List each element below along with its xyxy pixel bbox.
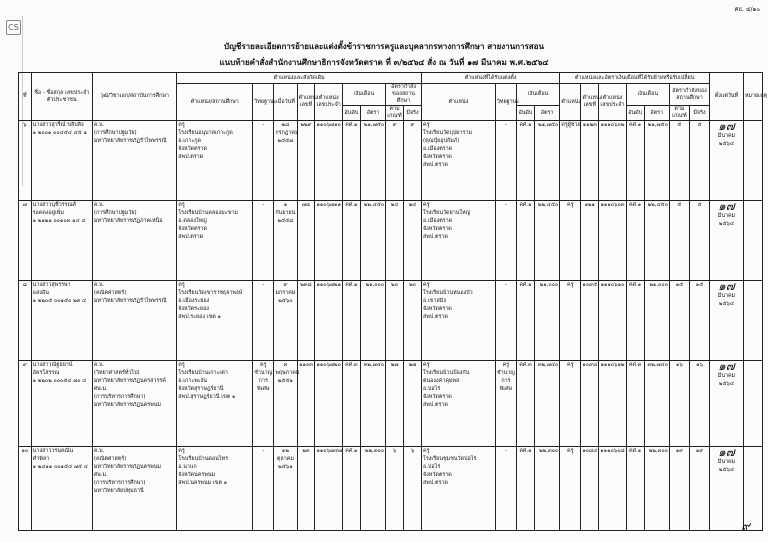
s-crit: ๕ [669, 201, 689, 281]
degree-line: (การศึกษาปฐมวัย) [93, 210, 137, 216]
new-rate: ๒๑,๗๕๐ [534, 121, 559, 201]
old-rate: ๒๒,๔๕๐ [360, 201, 385, 281]
new-position-line: สพป.ตราด [423, 402, 448, 408]
s-rank: คศ.๑ [626, 281, 644, 361]
table-row [19, 447, 763, 531]
header-s-rank: อันดับ [626, 106, 644, 121]
old-pos-no: ๒๒๙ [297, 121, 315, 201]
effective-day-signature: ๑๗ [718, 279, 735, 293]
s-act: ๑๙ [689, 447, 709, 531]
old-crit: ๒๐ [386, 281, 404, 361]
new-position-line: ครู [423, 282, 430, 288]
s-pos-id: ๑๑๑๐๖๐๒ [599, 121, 626, 201]
person-name-line: นางสาวสุวรีณ์ ขลิบสิง [32, 122, 84, 128]
header-s-rate: อัตรา [644, 106, 669, 121]
old-rank: คศ.๓ [342, 361, 360, 447]
old-position [177, 121, 253, 201]
s-act: ๕ [689, 121, 709, 201]
effective-date-line: ๒๕๖๔ [718, 381, 735, 387]
table-body [19, 121, 763, 531]
since-date-line: ๒๕๕๘ [277, 218, 294, 224]
old-position-line: สพป.ตราด [178, 234, 204, 240]
old-pos-id: ๑๑๐๖๗๔๗ [315, 447, 342, 531]
degree-line: มหาวิทยาลัยราชภัฏนครพนม [93, 464, 161, 470]
header-s-actual: มีจริง [689, 106, 709, 121]
header-salary: เงินเดือน [342, 84, 385, 106]
old-pos-id: ๑๑๐๖๗๒๐ [315, 361, 342, 447]
degree-line: มหาวิทยาลัยปทุมธานี [93, 488, 144, 494]
effective-date-line: ๒๕๖๔ [718, 221, 735, 227]
old-position-line: โรงเรียนบ้านเกาะเต่า [178, 370, 228, 376]
header-s-by-criteria: ตามเกณฑ์ [669, 106, 689, 121]
new-position-line: จังหวัดตราด [423, 154, 452, 160]
new-position-line: สพป.ตราด [423, 480, 448, 486]
degree-line: (วิทยาศาสตร์ทั่วไป) [93, 370, 140, 376]
s-rate: ๒๒,๓๐๐ [644, 447, 669, 531]
since-date-line: ๙ [283, 282, 288, 288]
new-position-line: จังหวัดตราด [423, 226, 452, 232]
old-position-line: อ.เกาะพะงัน [178, 378, 207, 384]
header-rate: อัตรา [360, 106, 385, 121]
s-rank: คศ.๑ [626, 201, 644, 281]
new-position-line: อ.บ่อไร่ [423, 386, 441, 392]
old-position-line: สพป.ตราด [178, 154, 204, 160]
note [743, 281, 762, 361]
person-name-line: นางสาวนุชีวรรณศ์ [32, 202, 76, 208]
old-act: ๒๗ [404, 361, 422, 447]
old-standing: - [253, 447, 274, 531]
effective-date-line: มีนาคม [717, 459, 736, 465]
s-pos-no: ๑๐๙๘ [581, 361, 599, 447]
new-position-line: ครู [423, 122, 430, 128]
old-act: ๙ [404, 121, 422, 201]
old-standing: - [253, 121, 274, 201]
old-pos-no: ๒๓๘ [297, 281, 315, 361]
header-group-salary: ตำแหน่งและอัตราเงินเดือนที่ได้รับย้ายหรือรับเปลี่ยน [560, 73, 710, 84]
s-crit: ๑๕ [669, 281, 689, 361]
since-date-line: ๒๘ [281, 122, 290, 128]
since-date-line: พฤษภาคม [275, 370, 300, 376]
effective-date-line: ๒๕๖๔ [718, 467, 735, 473]
degree-line: ศษ.ม. [93, 386, 108, 392]
effective-date [710, 447, 744, 531]
s-pos-no: ๑๐๙๕ [581, 281, 599, 361]
old-position-line: สพป.สุราษฎร์ธานี เขต ๑ [178, 394, 236, 400]
old-position-line: จังหวัดนครพนม [178, 472, 216, 478]
new-position-line: โรงเรียนชุมชนวัดบ่อไร่ [423, 456, 477, 462]
header-no: ที่ [19, 73, 32, 121]
old-pos-id: ๑๑๐๖๗๒๑ [315, 281, 342, 361]
since-date-line: ๑ [283, 202, 288, 208]
old-position-line: ครู [178, 362, 185, 368]
effective-date-line: มีนาคม [717, 133, 736, 139]
effective-date [710, 361, 744, 447]
new-rank: คศ.๑ [516, 201, 534, 281]
person-name [31, 281, 92, 361]
old-position-line: สพป.นครพนม เขต ๑ [178, 480, 228, 486]
old-position-line: ครู [178, 122, 185, 128]
degree-line: มหาวิทยาลัยราชภัฏรำไพพรรณี [93, 138, 167, 144]
effective-date-line: ๒๕๖๔ [718, 301, 735, 307]
old-pos-no: ๗๘ [297, 201, 315, 281]
new-position-line: ครู [423, 202, 430, 208]
header-position-school: ตำแหน่ง/สถานศึกษา [177, 84, 253, 121]
old-position-line: ครู [178, 202, 185, 208]
since-date-line: ๒๕๕๗ [277, 138, 294, 144]
header-s-salary: เงินเดือน [626, 84, 669, 106]
old-crit: ๒๔ [386, 201, 404, 281]
effective-date-line: มีนาคม [717, 373, 736, 379]
new-position-line: สพป.ตราด [423, 162, 448, 168]
since-date [274, 447, 297, 531]
s-crit: ๕ [669, 121, 689, 201]
document-title: บัญชีรายละเอียดการย้ายและแต่งตั้งข้าราชการครูและบุคลากรทางการศึกษา สายงานการสอน [224, 42, 544, 51]
new-position [422, 281, 496, 361]
effective-date-line: มีนาคม [717, 213, 736, 219]
old-crit: ๖ [386, 447, 404, 531]
since-date-line: ๒๕๕๑ [277, 378, 293, 384]
new-position-line: (คุณปุ้ยอุปถัมภ์) [423, 138, 460, 144]
old-position-line: อ.นาแก [178, 464, 197, 470]
s-pos-no: ๑๒๑ [581, 201, 599, 281]
old-position-line: โรงเรียนบ้านดอนไทร [178, 456, 228, 462]
s-pos-id: ๑๑๑๐๖๑๐ [599, 281, 626, 361]
old-position-line: โรงเรียนอนุบาลเกาะกูด [178, 130, 233, 136]
degree-line: มหาวิทยาลัยราชภัฏรำไพพรรณี [93, 298, 167, 304]
degree [92, 447, 176, 531]
new-position-line: สพป.ตราด [423, 234, 448, 240]
degree [92, 281, 176, 361]
new-rate: ๓๒,๗๔๐ [534, 361, 559, 447]
degree-line: มหาวิทยาลัยราชภัฏนครพนม [93, 402, 161, 408]
old-pos-no: ๒๓ [297, 447, 315, 531]
new-position-line: สพป.ตราด [423, 314, 448, 320]
old-position [177, 281, 253, 361]
old-crit: ๙ [386, 121, 404, 201]
old-act: ๒๐ [404, 281, 422, 361]
since-date [274, 121, 297, 201]
new-rank: คศ.๑ [516, 281, 534, 361]
old-position-line: จังหวัดตราด [178, 146, 208, 152]
new-position [422, 361, 496, 447]
old-rank: คศ.๑ [342, 121, 360, 201]
new-standing: - [495, 201, 516, 281]
old-position-line: ครู [178, 282, 185, 288]
old-rank: คศ.๑ [342, 447, 360, 531]
s-rate: ๒๑,๐๐๐ [644, 281, 669, 361]
new-position-line: จังหวัดตราด [423, 394, 452, 400]
since-date-line: ตุลาคม [276, 456, 294, 462]
handwritten-page-mark: ๙ [741, 519, 750, 533]
new-position-line: อ.เมืองตราด [423, 218, 453, 224]
s-crit: ๑๙ [669, 447, 689, 531]
person-name [31, 201, 92, 281]
header-by-criteria: ตามเกณฑ์ [387, 106, 402, 119]
person-name-line: รอดคงอยู่เพิ่ม [32, 210, 64, 216]
header-standing: วิทยฐานะ [253, 84, 274, 121]
note [743, 121, 762, 201]
since-date-line: ๒๕๖๐ [278, 298, 293, 304]
old-rate: ๓๒,๗๔๐ [360, 361, 385, 447]
effective-day-signature: ๑๗ [718, 445, 735, 459]
person-name-line: คำพิลา [32, 456, 50, 462]
degree-line: (คณิตศาสตร์) [93, 456, 127, 462]
note [743, 201, 762, 281]
header-name: ชื่อ - ชื่อสกุล เลขประจำตัวประชาชน [31, 73, 92, 121]
new-standing: - [495, 121, 516, 201]
degree-line: ค.บ. [93, 362, 105, 368]
old-position-line: จังหวัดตราด [178, 226, 208, 232]
table-row [19, 281, 763, 361]
new-standing: - [495, 447, 516, 531]
new-position-line: ครู [423, 448, 430, 454]
row-no: ๙ [19, 361, 32, 447]
old-pos-id: ๑๑๐๖๗๑๑ [315, 201, 342, 281]
old-act: ๖ [404, 447, 422, 531]
s-rate: ๓๒,๗๔๐ [644, 361, 669, 447]
header-pos-no: ตำแหน่ง เลขที่ [297, 84, 315, 121]
new-standing: - [495, 281, 516, 361]
since-date-line: มกราคม [275, 290, 296, 296]
s-act: ๕ [689, 201, 709, 281]
row-no: ๖ [19, 121, 32, 201]
effective-date [710, 281, 744, 361]
old-position [177, 447, 253, 531]
header-s-position: ตำแหน่ง [560, 84, 581, 121]
header-new-rank: อันดับ [516, 106, 534, 121]
s-rank: คศ.๑ [626, 447, 644, 531]
table-row [19, 121, 763, 201]
degree-line: ศษ.ม. [93, 472, 108, 478]
since-date [274, 281, 297, 361]
old-position-line: โรงเรียนบ้านคลองมะขาม [178, 210, 238, 216]
new-position-line: โรงเรียนวัดบุปผาราม [423, 130, 473, 136]
effective-day-signature: ๑๗ [718, 359, 735, 373]
header-pos-id: ตำแหน่ง เลขประจำ [315, 84, 342, 121]
degree-line: ค.บ. [93, 122, 105, 128]
header-effective: ตั้งแต่วันที่ [710, 73, 744, 121]
new-rate: ๒๑,๐๐๐ [534, 281, 559, 361]
s-rate: ๒๒,๔๕๐ [644, 201, 669, 281]
effective-date-line: ๒๕๖๔ [718, 141, 735, 147]
table-row [19, 361, 763, 447]
degree-line: (การบริหารการศึกษา) [93, 480, 146, 486]
header-group-old: ตำแหน่งและสังกัดเดิม [177, 73, 422, 84]
new-position-line: ครู [423, 362, 430, 368]
old-position-line: สพป.ระยอง เขต ๑ [178, 314, 221, 320]
s-position: ครู [560, 447, 581, 531]
s-pos-id: ๑๑๑๐๖๐๓ [599, 201, 626, 281]
header-s-staff-rate: อัตรากำลังของสถานศึกษา [669, 84, 709, 106]
new-position [422, 447, 496, 531]
new-rate: ๒๒,๓๐๐ [534, 447, 559, 531]
table-row [19, 201, 763, 281]
since-date-line: ๑๒ [281, 448, 289, 454]
row-no: ๘ [19, 281, 32, 361]
new-rank: คศ.๓ [516, 361, 534, 447]
old-rate: ๒๒,๓๐๐ [360, 447, 385, 531]
new-rank: คศ.๑ [516, 121, 534, 201]
degree-line: มหาวิทยาลัยราชภัฏภาคเหนือ [93, 218, 163, 224]
old-rate: ๒๑,๗๕๐ [360, 121, 385, 201]
old-position-line: อ.เกาะกูด [178, 138, 201, 144]
since-date [274, 201, 297, 281]
person-name [31, 447, 92, 531]
header-new-salary: เงินเดือน [516, 84, 559, 106]
s-rank: คศ.๑ [626, 121, 644, 201]
s-position: ครู [560, 281, 581, 361]
header-staff-rate: อัตรากำลังของสถานศึกษา [386, 84, 422, 106]
degree [92, 361, 176, 447]
degree-line: ค.บ. [93, 282, 105, 288]
header-rank: อันดับ [342, 106, 360, 121]
new-rank: คศ.๑ [516, 447, 534, 531]
citizen-id: ๑ ๒๒๐๕ ๐๐๑๕๐ ๒๓ ๔ [32, 298, 87, 304]
new-standing: ครู ชำนาญการพิเศษ [495, 361, 516, 447]
since-date-line: ๓ [283, 362, 288, 368]
old-position [177, 361, 253, 447]
s-rank: คศ.๓ [626, 361, 644, 447]
new-rate: ๒๒,๔๕๐ [534, 201, 559, 281]
degree-line: มหาวิทยาลัยราชภัฏนครสวรรค์ [93, 378, 166, 384]
header-degree: วุฒิ/วิชาเอก/สถาบันการศึกษา [92, 73, 176, 121]
since-date-line: กรกฎาคม [275, 130, 299, 136]
old-rate: ๒๑,๐๐๐ [360, 281, 385, 361]
header-actual: มีจริง [404, 106, 422, 121]
new-position-line: อ.เมืองตราด [423, 146, 453, 152]
effective-date [710, 121, 744, 201]
header-since: เมื่อวันที่ [274, 84, 297, 121]
s-crit: ๑๖ [669, 361, 689, 447]
row-no: ๗ [19, 201, 32, 281]
old-standing: - [253, 201, 274, 281]
citizen-id: ๑ ๒๔๑๑ ๐๐๑๕๔ ๗๕ ๔ [32, 464, 88, 470]
since-date [274, 361, 300, 447]
new-position [422, 201, 496, 281]
degree-line: (การศึกษาปฐมวัย) [93, 130, 137, 136]
old-standing: ครู ชำนาญการพิเศษ [253, 361, 274, 447]
effective-date-line: มีนาคม [717, 293, 736, 299]
person-name-line: นางสาววรนคณิน [32, 448, 74, 454]
s-act: ๑๕ [689, 281, 709, 361]
old-position [177, 201, 253, 281]
row-no: ๑๐ [19, 447, 32, 531]
s-act: ๑๖ [689, 361, 709, 447]
new-position-line: โรงเรียนบ้านป้องกัน [423, 370, 470, 376]
old-standing: - [253, 281, 274, 361]
document-subtitle: แนบท้ายคำสั่งสำนักงานศึกษาธิการจังหวัดตราด ที่ ๓/๒๕๖๔ สั่ง ณ วันที่ ๑๗ มีนาคม พ.ศ.๒๕๖๔ [219, 58, 549, 67]
new-position-line: จังหวัดตราด [423, 306, 452, 312]
person-name-line: แสงอิน [32, 290, 49, 296]
degree [92, 121, 176, 201]
person-name-line: อัครโสรรณ [32, 370, 60, 376]
old-rank: คศ.๑ [342, 201, 360, 281]
old-position-line: จังหวัดสุราษฎร์ธานี [178, 386, 224, 392]
s-pos-no: ๑๑๒๓ [581, 121, 599, 201]
s-position: ครู [560, 201, 581, 281]
effective-date [710, 201, 744, 281]
person-name [31, 121, 92, 201]
old-pos-no: ๑๑๐๓ [297, 361, 315, 447]
s-rate: ๒๑,๗๕๐ [644, 121, 669, 201]
s-position: ครูผู้ช่วย [560, 121, 581, 201]
header-group-new: ตำแหน่งที่ได้รับแต่งตั้ง [422, 73, 560, 84]
person-name [31, 361, 92, 447]
new-position-line: โรงเรียนบ้านหนองบัว [423, 290, 473, 296]
s-pos-no: ๑๐๘๔ [581, 447, 599, 531]
degree [92, 201, 176, 281]
transfer-table [18, 72, 768, 531]
s-pos-id: ๑๑๑๐๖๑๒ [599, 361, 626, 447]
effective-day-signature: ๑๗ [718, 119, 735, 133]
old-crit: ๒๗ [386, 361, 404, 447]
old-act: ๒๔ [404, 201, 422, 281]
old-position-line: จังหวัดระยอง [178, 306, 209, 312]
citizen-id: ๑ ๒๒๐๒ ๐๐๐๕๔ ๗๐ ๔ [32, 378, 87, 384]
effective-day-signature: ๑๗ [718, 199, 735, 213]
old-position-line: โรงเรียนวัดเขาราชธุจาพงษ์ [178, 290, 243, 296]
citizen-id: ๑ ๒๐๐๑ ๐๐๔๕๔ ๔๕ ๑ [32, 130, 87, 136]
since-date-line: กันยายน [275, 210, 296, 216]
note [743, 361, 762, 447]
header-new-rate: อัตรา [534, 106, 559, 121]
old-rank: คศ.๑ [342, 281, 360, 361]
old-position-line: อ.คลองใหญ่ [178, 218, 207, 224]
new-position-line: อ.บ่อไร่ [423, 464, 441, 470]
old-pos-id: ๑๑๐๖๗๑๐ [315, 121, 342, 201]
degree-line: (คณิตศาสตร์) [93, 290, 127, 296]
new-position [422, 121, 496, 201]
degree-line: ค.บ. [93, 448, 105, 454]
new-position-line: ตนองงค่าคุมพล [423, 378, 460, 384]
new-position-line: อ.เขาสมิง [423, 298, 446, 304]
person-name-line: นางสาวสุพรรษา [32, 282, 71, 288]
new-position-line: จังหวัดตราด [423, 472, 452, 478]
since-date-line: ๒๕๖๑ [278, 464, 293, 470]
degree-line: (การบริหารการศึกษา) [93, 394, 146, 400]
new-position-line: โรงเรียนวัดย่านใหญ่ [423, 210, 471, 216]
scanner-logo-icon: CS [6, 20, 21, 35]
page-number: ศธ. ๔/๑๐ [734, 6, 760, 13]
header-new-position: ตำแหน่ง [422, 84, 496, 121]
header-new-standing: วิทยฐานะ [495, 84, 516, 121]
header-s-pos-id: ตำแหน่ง เลขประจำ [599, 84, 626, 121]
person-name-line: นางสาวณัฐธยาน์ [32, 362, 73, 368]
s-position: ครู [560, 361, 581, 447]
header-s-pos-no: ตำแหน่ง เลขที่ [581, 84, 599, 121]
old-position-line: อ.เมืองระยอง [178, 298, 210, 304]
old-position-line: ครู [178, 448, 185, 454]
citizen-id: ๑ ๒๑๒๑ ๐๐๑๐๓ ๑๔ ๔ [32, 218, 86, 224]
s-pos-id: ๑๑๑๐๖๐๘ [599, 447, 626, 531]
degree-line: ค.บ. [93, 202, 105, 208]
header-note: หมายเหตุ [743, 73, 762, 121]
